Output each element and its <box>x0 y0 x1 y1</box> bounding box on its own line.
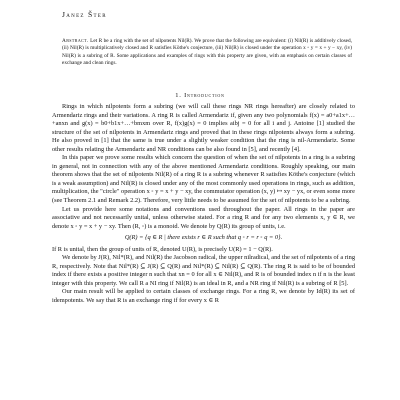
abstract <box>62 38 352 68</box>
paragraph: Let us provide here some notations and conventions used throughout the paper. All rings in the paper are associative and not necessarily unital, unless otherwise stated. For a ring R and for any two elements x, y ∈ R, we denote x ◦ y = x + y − xy. Then (R, ◦) is a monoid. We denote by Q(R) its group of units, i.e. <box>52 205 355 230</box>
section-title: 1. Introduction <box>175 92 225 99</box>
paragraph: In this paper we prove some results which concern the question of when the set of nilpotents in a ring is a subring in general, not in connection with any of the above mentioned Armendariz conditions. Roughly speaking, our main theorem shows that the set of nilpotents Nil(R) of a ring R is a subring whenever R satisfies Köthe's conjecture (which is a weak assumption) and Nil(R) is closed under any of the most commonly used operations in rings, such as addition, multiplication, the "circle" operation x ◦ y = x + y − xy, the commutator operation (x, y) ↦ xy − yx, or even some more (see Theorem 2.1 and Remark 2.2). Therefore, very little needs to be assumed for the set of nilpotents to be a subring. <box>52 154 355 205</box>
abstract-label: Abstract. <box>62 38 89 44</box>
paragraph: We denote by J(R), Nil*(R), and Nil(R) the Jacobson radical, the upper nilradical, and the set of nilpotents of a ring R, respectively. Note that Nil*(R) ⊆ J(R) ⊆ Q(R) and Nil*(R) ⊆ Nil(R) ⊆ Q(R). The ring R is said to be of bounded index if there exists a positive integer n such that xn = 0 for all x ∈ Nil(R), and R is of bounded index n if n is the least integer with this property. We call R a NI ring if Nil(R) is an ideal in R, and a NR ring if Nil(R) is a subring of R [5]. <box>52 254 355 287</box>
paragraph: If R is unital, then the group of units of R, denoted U(R), is precisely U(R) = 1 − Q(R). <box>52 245 273 253</box>
display-equation: Q(R) = {q ∈ R | there exists r ∈ R such that q ◦ r = r ◦ q = 0}. <box>124 234 283 242</box>
author-name: Janez Šter <box>62 10 107 19</box>
body-text <box>52 103 355 306</box>
paragraph: Our main result will be applied to certain classes of exchange rings. For a ring R, we denote by Id(R) its set of idempotents. We say that R is an exchange ring if for every x ∈ R <box>52 288 355 305</box>
paragraph: Rings in which nilpotents form a subring (we will call these rings NR rings hereafter) are closely related to Armendariz rings and their variations. A ring R is called Armendariz if, given any two polynomials f(x) = a0+a1x+…+anxn and g(x) = b0+b1x+…+bmxm over R, f(x)g(x) = 0 implies aibj = 0 for all i and j. Antoine [1] studied the structure of the set of nilpotents in Armendariz rings and proved that in these rings nilpotents always form a subring. He also proved in [1] that the same is true under a slightly weaker condition that the ring is nil-Armendariz. Some other results relating the Armendariz and NR conditions can be also found in [5], and recently [4]. <box>52 103 355 153</box>
abstract-text: Let R be a ring with the set of nilpotents Nil(R). We prove that the following are equivalent: (i) Nil(R) is additively closed, (ii) Nil(R) is multiplicatively closed and R satisfies Köthe's conjecture, (iii) Nil(R) is closed under the operation x ◦ y = x + y − xy, (iv) Nil(R) is a subring of R. Some applications and examples of rings with this property are given, with an emphasis on certain classes of exchange and clean rings. <box>62 38 353 67</box>
